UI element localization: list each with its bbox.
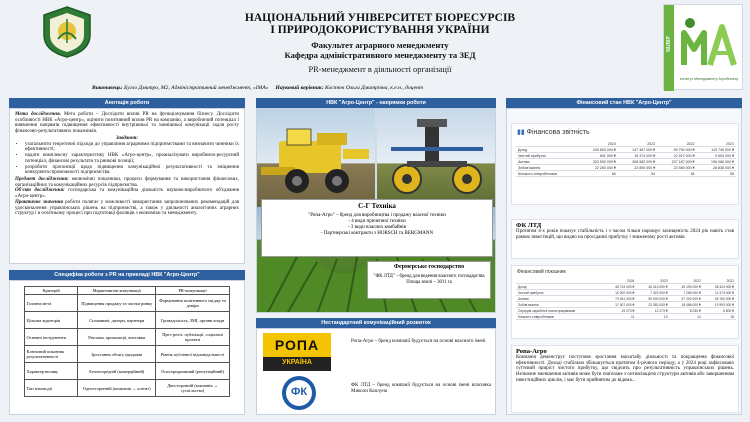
ropa-agro-summary: [511, 345, 739, 413]
row-label: Зобов'язання: [516, 302, 603, 308]
financial-indicator-table: [516, 278, 736, 320]
spec-col-marketing: Маркетингові комунікації: [78, 287, 156, 295]
university-name-line2: І ПРИРОДОКОРИСТУВАННЯ УКРАЇНИ: [270, 24, 490, 36]
table-cell: Рівень публічної відповідальності: [156, 346, 230, 363]
tasks-label: Завдання:: [116, 135, 138, 141]
table-cell: 10 200 000 ₴: [603, 290, 636, 296]
financial-report-card: [511, 123, 739, 205]
row-label: Дохід: [516, 147, 578, 153]
financial-indicator-title: Фінансовий показник: [517, 269, 566, 275]
table-cell: 73 451 000 ₴: [603, 296, 636, 302]
supervisor-name: Костюк Ольга Дмитрівна, к.е.н., доцент: [324, 85, 423, 91]
table-cell: 57 200 000 ₴: [670, 296, 703, 302]
object-label: Об'єкт дослідження:: [15, 188, 65, 194]
fk-ltd-summary: [511, 219, 739, 259]
fk-description: ФК ЛТД – бренд компанії будується на основі імені власника Миколи Каплуна: [351, 383, 491, 394]
finance-header: Фінансовий стан НВК "Агро-Центр": [506, 98, 742, 108]
table-cell: 207 187 000 ₴: [657, 159, 696, 165]
table-row: [25, 380, 230, 397]
ropa-description: Ропа-Агро – бренд компанії будується на основі власного імені: [351, 339, 486, 344]
year-header: 2024: [603, 278, 636, 284]
year-header: 2021: [703, 278, 736, 284]
table-cell: Громадськість, ЗМІ, органи влади: [156, 312, 230, 329]
table-cell: 147 387 000 ₴: [618, 147, 657, 153]
title-block: [110, 12, 650, 75]
table-cell: 48 724 000 ₴: [603, 284, 636, 290]
table-cell: Двосторонній (компанія ↔ суспільство): [156, 380, 230, 397]
row-label: Чистий прибуток: [516, 290, 603, 296]
year-header: 2023: [618, 141, 657, 147]
table-cell: 7 322 000 ₴: [636, 290, 669, 296]
ropa-logo: [263, 333, 331, 371]
financial-report-title: [517, 128, 590, 136]
table-row: [25, 312, 230, 329]
tech-line: - 4 види причепної техніки: [348, 219, 406, 224]
table-cell: 55: [697, 171, 736, 177]
table-cell: 841 000 ₴: [578, 153, 617, 159]
chart-bars-icon: ▮▮: [517, 129, 525, 136]
spec-col-criterion: Критерій: [25, 287, 78, 295]
table-row: [25, 346, 230, 363]
farm-box: [367, 261, 491, 299]
table-cell: 46 313 000 ₴: [636, 284, 669, 290]
practical-text: роботи полягає у можливості використання запропонованих рекомендацій для удосконалення управлінських рішень на підприємстві, а також у діяльності аналогічних аграрних структур і в освітньому процесі при підготовці фахівців з економіки та менеджменту.: [15, 199, 240, 217]
table-cell: 5 800 ₴: [703, 308, 736, 314]
table-cell: 59 000 000 ₴: [636, 296, 669, 302]
annotation-header: Анотація роботи: [9, 98, 245, 108]
table-cell: Головна мета: [25, 295, 78, 312]
table-cell: 11: [603, 314, 636, 320]
farm-line: Площа землі – 3011 га: [406, 279, 452, 285]
table-cell: 99 750 000 ₴: [657, 147, 696, 153]
table-cell: 22 890 000 ₴: [618, 165, 657, 171]
finance-panel: [506, 108, 742, 415]
fk-ltd-title: ФК ЛТД: [516, 222, 542, 229]
university-name-line1: НАЦІОНАЛЬНИЙ УНІВЕРСИТЕТ БІОРЕСУРСІВ: [244, 12, 516, 24]
fk-ltd-text: Протягом 4-х років показує стабільність і з часом тільки нарощує захищеність 2024 рік навіть став рамою інвестицій, що видно на просіданні прибутку і зниженому рості активів: [516, 229, 734, 240]
spec-panel: [9, 280, 245, 415]
row-label: Зобов'язання: [516, 165, 578, 171]
table-row: [516, 171, 736, 177]
year-header: 2022: [670, 278, 703, 284]
ropa-agro-text: Компанія демонструє поступове зростання масштабу діяльності та покращення фінансової ефективності. Доході стабільно збільшується протягом 4-річного періоду, а у 2024 році зафіксовано суттєвий приріст чистого прибутку, що свідчить про результативність управлінських рішень. Незначне зменшення активів може бути пов'язане з оптимізацією структури активів або завершенням інвестиційних циклів, і має бути прийнятим до відома...: [516, 355, 734, 383]
tech-line: - Партнерські контракти з HORSCH та BERGMANN: [320, 231, 434, 236]
table-cell: Безпосередній (комерційний): [78, 363, 156, 380]
table-cell: 18 086 000 ₴: [670, 302, 703, 308]
financial-indicator-card: [511, 265, 739, 339]
tech-box: [261, 199, 493, 257]
table-cell: Формування позитивного іміджу та довіри: [156, 295, 230, 312]
table-cell: 54: [657, 171, 696, 177]
table-cell: 11 973 000 ₴: [703, 290, 736, 296]
practical-label: Практичне значення: [15, 199, 63, 205]
table-cell: 7 285 000 ₴: [670, 290, 703, 296]
table-row: [516, 314, 736, 320]
nonstandard-panel: [256, 328, 496, 415]
year-header: 2022: [657, 141, 696, 147]
row-label: Кількість співробітників: [516, 171, 578, 177]
table-cell: 323 590 000 ₴: [578, 159, 617, 165]
author-name: Бугло Дмитро, М2, Адміністративний менеджмент, «ІМА»: [124, 85, 269, 91]
spec-table: [24, 286, 230, 397]
institute-logo-side: NUBIP: [666, 36, 672, 52]
table-cell: 60: [578, 171, 617, 177]
department-name: Кафедра адміністративного менеджменту та ЗЕД: [284, 50, 476, 60]
topic-title: PR-менеджмент в діяльності організації: [308, 65, 452, 74]
table-cell: 8 030 ₴: [670, 308, 703, 314]
table-cell: 48 424 000 ₴: [703, 284, 736, 290]
ima-mark-icon: [678, 13, 740, 73]
table-cell: 10: [636, 314, 669, 320]
goal-text: Мета роботи – Дослідити вплив PR на функціонування бізнесу. Дослідити особливості НВК «Агро-центр», оцінити позитивний вплив PR на компанію, а виробничий потенціал і виявлення напрямів підвищення ефективності внутрішньої та зовнішньої комунікації задля росту фінансово-результативних показників.: [15, 112, 239, 135]
subject-text: економічні показники, процеси формування та використання фінансових, організаційних та комунікаційних ресурсів підприємства.: [15, 177, 240, 188]
year-header: 2023: [636, 278, 669, 284]
table-cell: 18 374 000 ₴: [618, 153, 657, 159]
table-cell: 119 749 000 ₴: [697, 147, 736, 153]
table-cell: Цільова аудиторія: [25, 312, 78, 329]
table-row: [25, 363, 230, 380]
table-cell: Характер впливу: [25, 363, 78, 380]
table-cell: Зростання обсягу продажів: [78, 346, 156, 363]
table-cell: Споживачі, дилери, партнери: [78, 312, 156, 329]
table-cell: 54: [618, 171, 657, 177]
table-row: [25, 329, 230, 346]
subject-label: Предмет дослідження:: [15, 177, 69, 183]
table-cell: Опосередкований (репутаційний): [156, 363, 230, 380]
harvester-icon: [257, 109, 375, 207]
tech-title: С-Г Техніка: [358, 202, 396, 210]
table-cell: 13 993 000 ₴: [703, 302, 736, 308]
ropa-logo-text: РОПА: [274, 337, 320, 353]
planter-icon: [377, 109, 496, 207]
table-cell: 22 912 000 ₴: [657, 153, 696, 159]
table-cell: 22 280 000 ₴: [578, 165, 617, 171]
table-cell: 205 653 000 ₴: [578, 147, 617, 153]
faculty-name: Факультет аграрного менеджменту: [311, 40, 449, 50]
table-cell: 196 066 000 ₴: [697, 159, 736, 165]
supervisor-label: Науковий керівник:: [275, 85, 324, 91]
table-cell: Реклама, промоакції, виставки: [78, 329, 156, 346]
table-cell: 14: [670, 314, 703, 320]
table-cell: 22 580 000 ₴: [657, 165, 696, 171]
spec-table-header-row: [25, 287, 230, 295]
table-row: [25, 295, 230, 312]
table-cell: Тип взаємодії: [25, 380, 78, 397]
table-cell: Ключовий показник результативності: [25, 346, 78, 363]
ropa-agro-title: Ропа-Агро: [516, 348, 547, 355]
task-item: • розробити пропозиції щодо підвищення комунікаційної результативності та зміцнення конкурентоспроможності підприємства.: [25, 165, 239, 176]
table-cell: 22 382 000 ₴: [636, 302, 669, 308]
directions-header: НВК "Агро-Центр" - напрямки роботи: [256, 98, 496, 108]
table-cell: 17 007 000 ₴: [603, 302, 636, 308]
table-cell: 18: [703, 314, 736, 320]
task-item: • надати комплексну характеристику НВК «Агро-центр», проаналізувати виробничо-ресурсний потенціал, фінансові результати та ринкові позиції;: [25, 153, 239, 164]
table-cell: 45 760 000 ₴: [703, 296, 736, 302]
planter-photo: [377, 109, 496, 207]
farm-title: Фермерське господарство: [393, 264, 465, 270]
table-cell: 308 582 000 ₴: [618, 159, 657, 165]
table-cell: Прес-реліз, публікації, соціальні проекти: [156, 329, 230, 346]
task-item: • узагальнити теоретичні підходи до управління аграрними підприємствами та визначити чинники їх ефективності;: [25, 142, 239, 153]
table-cell: Основні інструменти: [25, 329, 78, 346]
financial-report-table: [516, 141, 736, 177]
table-cell: 28 838 000 ₴: [697, 165, 736, 171]
year-header: 2024: [578, 141, 617, 147]
row-label: Активи: [516, 296, 603, 302]
row-label: Середня заробітна плата працівників: [516, 308, 603, 314]
authors-line: [92, 85, 652, 92]
directions-panel: [256, 108, 496, 313]
table-cell: 49 190 000 ₴: [670, 284, 703, 290]
emblem-icon: [40, 5, 94, 59]
row-label: Активи: [516, 159, 578, 165]
fk-logo-text: ФК: [290, 386, 308, 398]
tech-line: - 3 види власних комбайнів: [347, 225, 407, 230]
year-header: 2021: [697, 141, 736, 147]
row-label: Кількість співробітників: [516, 314, 603, 320]
table-cell: Підвищення продажу та частки ринку: [78, 295, 156, 312]
spec-header: Специфіка роботи з PR на прикладі НВК "Агро-Центр": [9, 270, 245, 280]
tech-line: "Ропа-Агро" – бренд для виробництва і продажу власної техніки: [308, 213, 446, 218]
object-text: господарська та комунікаційна діяльність науково-виробничого об'єднання «Агро-центр».: [15, 188, 240, 200]
ropa-logo-sub: УКРАЇНА: [282, 359, 312, 366]
spec-col-pr: PR-комунікації: [156, 287, 230, 295]
goal-label: Мета дослідження.: [15, 112, 61, 117]
row-label: Чистий прибуток: [516, 153, 578, 159]
harvester-photo: [257, 109, 375, 207]
financial-report-title-text: Фінансова звітність: [526, 129, 590, 136]
table-cell: 12 273 ₴: [636, 308, 669, 314]
author-label: Виконавець:: [92, 85, 123, 91]
farm-line: "ФК ЛТД" – бренд для ведення власного господарства: [373, 274, 485, 279]
institute-logo-text: Інститут Менеджменту Агробізнесу: [679, 77, 739, 81]
table-cell: Односторонній (компанія → клієнт): [78, 380, 156, 397]
tasks-list: [25, 142, 239, 177]
table-cell: 9 653 000 ₴: [697, 153, 736, 159]
row-label: Дохід: [516, 284, 603, 290]
nonstandard-header: Нестандартний комунікаційний розвиток: [256, 318, 496, 328]
annotation-panel: [9, 108, 245, 264]
university-logo: [40, 5, 94, 59]
table-cell: 19 273 ₴: [603, 308, 636, 314]
fk-logo: [281, 375, 317, 411]
institute-logo: [663, 4, 743, 90]
